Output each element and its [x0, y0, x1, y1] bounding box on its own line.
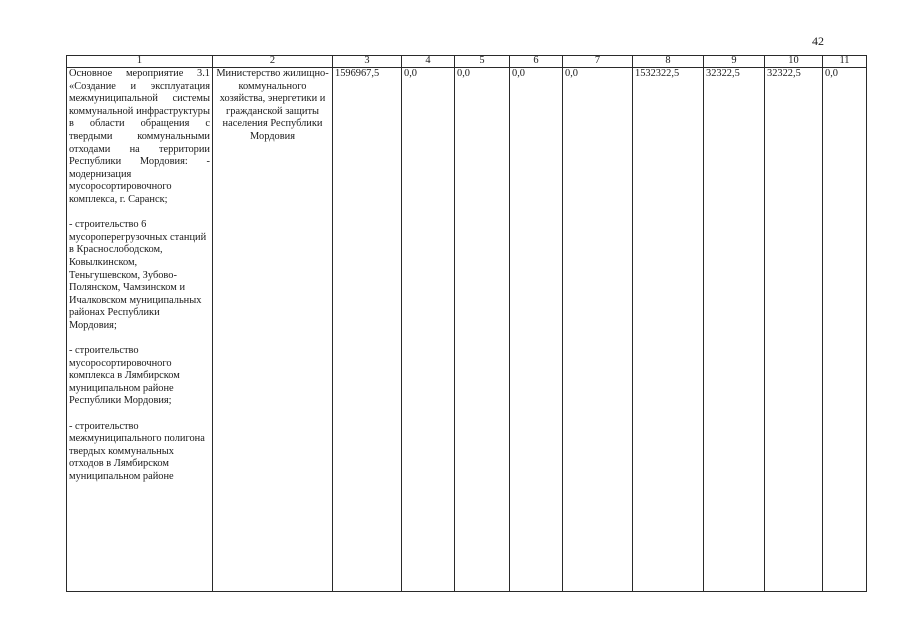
column-header: 11	[823, 56, 867, 68]
value-cell: 1532322,5	[633, 68, 704, 592]
column-header: 9	[704, 56, 765, 68]
header-row	[67, 56, 867, 68]
value-cell: 0,0	[402, 68, 455, 592]
table-row	[67, 68, 867, 592]
column-header: 2	[213, 56, 333, 68]
column-header: 6	[510, 56, 563, 68]
value-cell: 0,0	[563, 68, 633, 592]
data-table	[66, 55, 867, 592]
value-cell: 32322,5	[765, 68, 823, 592]
value-cell: 0,0	[455, 68, 510, 592]
activity-paragraph: Основное мероприятие 3.1 «Создание и эксплуатация межмуниципальной системы коммунальной инфраструктуры в области обращения с твердыми коммунальными отходами на территории Республики Мордовия: - модернизация мусоросортировочного комплекса, г. Саранск;	[69, 68, 210, 205]
responsible-executor-cell: Министерство жилищно-коммунального хозяйства, энергетики и гражданской защиты населения Республики Мордовия	[213, 68, 333, 592]
column-header: 10	[765, 56, 823, 68]
column-header: 4	[402, 56, 455, 68]
value-cell: 0,0	[823, 68, 867, 592]
value-cell: 1596967,5	[333, 68, 402, 592]
value-cell: 32322,5	[704, 68, 765, 592]
activity-paragraph: - строительство 6 мусороперегрузочных станций в Краснослободском, Ковылкинском, Теньгушевском, Зубово-Полянском, Чамзинском и Ичалковском муниципальных районах Республики Мордовия;	[69, 219, 207, 331]
column-header: 7	[563, 56, 633, 68]
column-header: 5	[455, 56, 510, 68]
column-header: 3	[333, 56, 402, 68]
page-number: 42	[812, 34, 824, 48]
value-cell: 0,0	[510, 68, 563, 592]
activity-paragraph: - строительство мусоросортировочного комплекса в Лямбирском муниципальном районе Республики Мордовия;	[69, 345, 180, 407]
column-header: 8	[633, 56, 704, 68]
column-header: 1	[67, 56, 213, 68]
activity-paragraph: - строительство межмуниципального полигона твердых коммунальных отходов в Лямбирском муниципальном районе	[69, 420, 205, 482]
activity-description-cell	[67, 68, 213, 592]
